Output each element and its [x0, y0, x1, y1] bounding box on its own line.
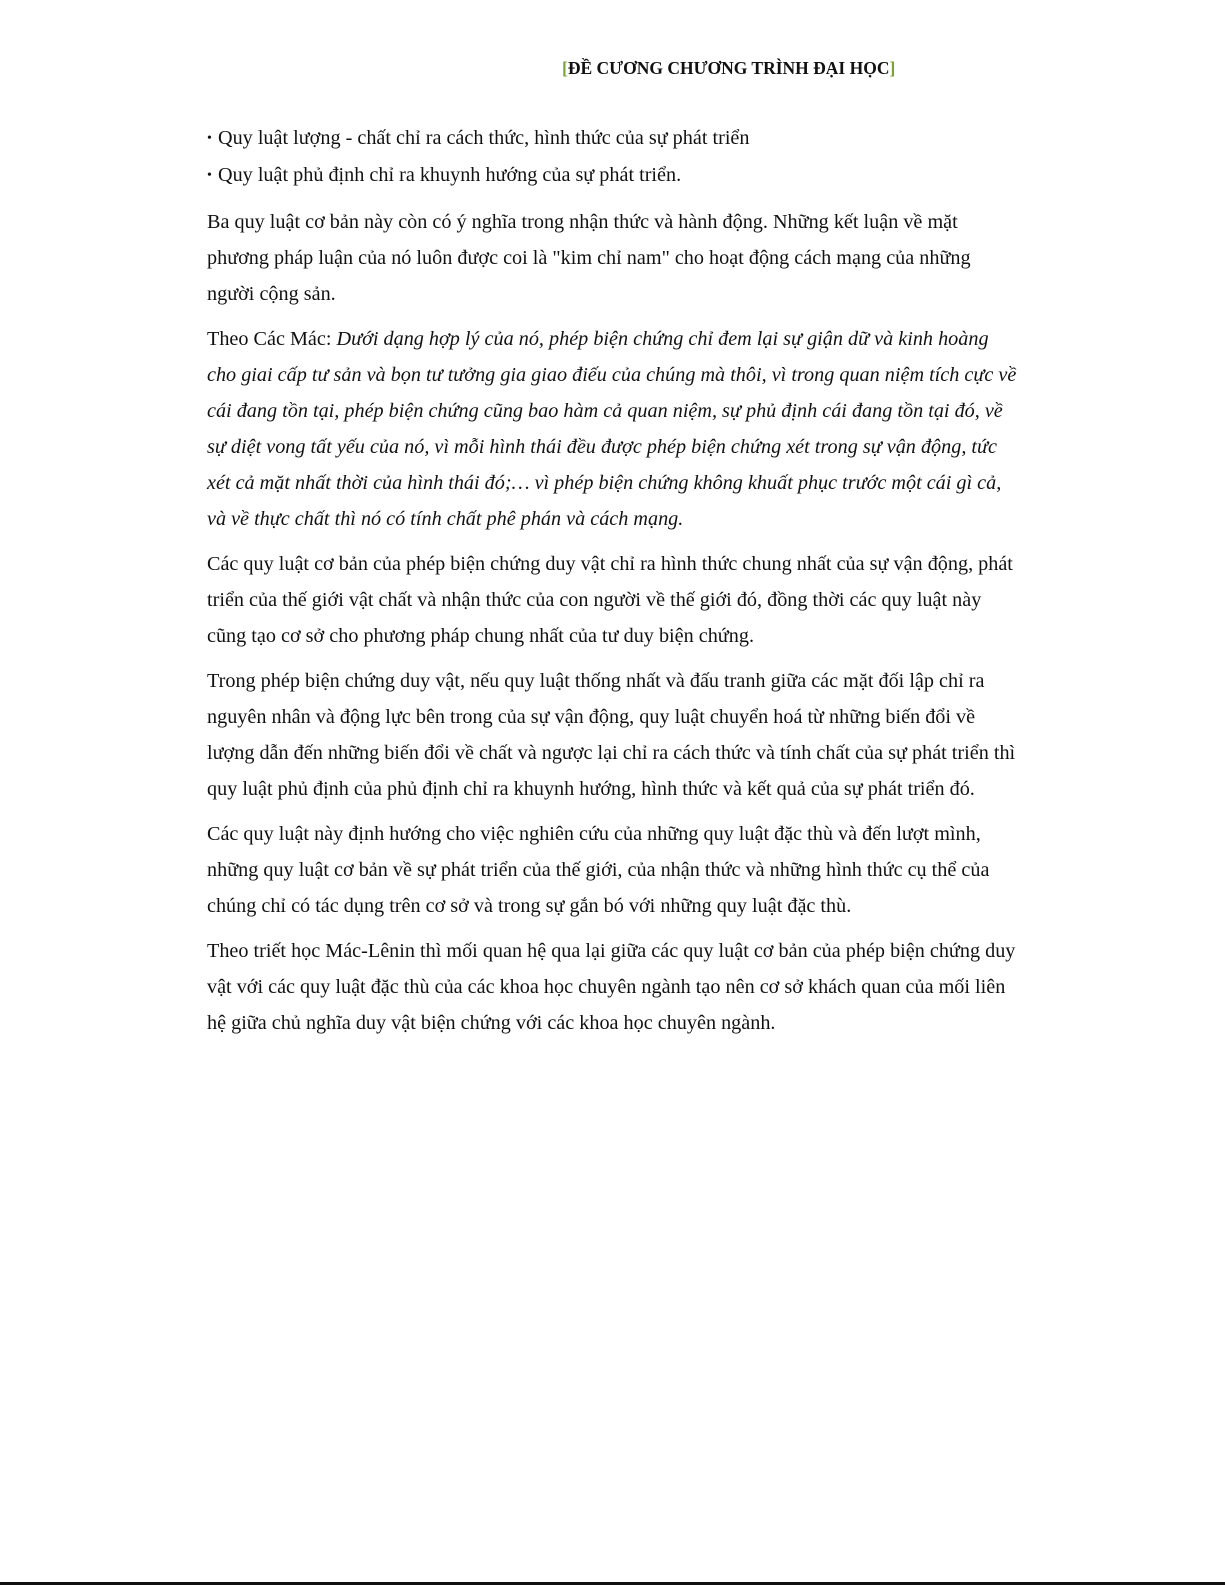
page-header: [562, 58, 895, 79]
paragraph-dialectics: Trong phép biện chứng duy vật, nếu quy luật thống nhất và đấu tranh giữa các mặt đối lập chỉ ra nguyên nhân và động lực bên trong của sự vận động, quy luật chuyển hoá từ những biến đổi về lượng dẫn đến những biến đổi về chất và ngược lại chỉ ra cách thức và tính chất của sự phát triển thì quy luật phủ định của phủ định chỉ ra khuynh hướng, hình thức và kết quả của sự phát triển đó.: [207, 670, 1016, 800]
document-body: [207, 120, 1022, 1041]
paragraph-marxism-leninism: Theo triết học Mác-Lênin thì mối quan hệ qua lại giữa các quy luật cơ bản của phép biện chứng duy vật với các quy luật đặc thù của các khoa học chuyên ngành tạo nên cơ sở khách quan của mối liên hệ giữa chủ nghĩa duy vật biện chứng với các khoa học chuyên ngành.: [207, 940, 1016, 1034]
paragraph-marx-quote: [207, 321, 1022, 537]
paragraph-methodology: Ba quy luật cơ bản này còn có ý nghĩa trong nhận thức và hành động. Những kết luận về mặt phương pháp luận của nó luôn được coi là "kim chỉ nam" cho hoạt động cách mạng của những người cộng sản.: [207, 211, 971, 305]
paragraph-general-forms: Các quy luật cơ bản của phép biện chứng duy vật chỉ ra hình thức chung nhất của sự vận động, phát triển của thế giới vật chất và nhận thức của con người về thế giới đó, đồng thời các quy luật này cũng tạo cơ sở cho phương pháp chung nhất của tư duy biện chứng.: [207, 553, 1013, 647]
quote-text: Dưới dạng hợp lý của nó, phép biện chứng chỉ đem lại sự giận dữ và kinh hoàng cho giai cấp tư sản và bọn tư tưởng gia giao điếu của chúng mà thôi, vì trong quan niệm tích cực về cái đang tồn tại, phép biện chứng cũng bao hàm cả quan niệm, sự phủ định cái đang tồn tại đó, về sự diệt vong tất yếu của nó, vì mỗi hình thái đều được phép biện chứng xét trong sự vận động, tức xét cả mặt nhất thời của hình thái đó;… vì phép biện chứng không khuất phục trước một cái gì cả, và về thực chất thì nó có tính chất phê phán và cách mạng.: [207, 328, 1017, 530]
bullet-dot-icon: •: [207, 168, 212, 183]
paragraph-specific-laws: Các quy luật này định hướng cho việc nghiên cứu của những quy luật đặc thù và đến lượt mình, những quy luật cơ bản về sự phát triển của thế giới, của nhận thức và những hình thức cụ thể của chúng chỉ có tác dụng trên cơ sở và trong sự gắn bó với những quy luật đặc thù.: [207, 823, 990, 917]
bullet-dot-icon: •: [207, 131, 212, 146]
bullet-item: [207, 120, 1022, 157]
header-title: ĐỀ CƯƠNG CHƯƠNG TRÌNH ĐẠI HỌC: [567, 58, 890, 78]
header-close-bracket: ]: [889, 58, 896, 78]
bullet-text: Quy luật lượng - chất chỉ ra cách thức, hình thức của sự phát triển: [218, 127, 750, 149]
bullet-text: Quy luật phủ định chỉ ra khuynh hướng của sự phát triển.: [218, 164, 682, 186]
quote-lead: Theo Các Mác:: [207, 328, 337, 350]
bullet-item: [207, 157, 1022, 194]
header-open-bracket: [: [562, 58, 568, 78]
